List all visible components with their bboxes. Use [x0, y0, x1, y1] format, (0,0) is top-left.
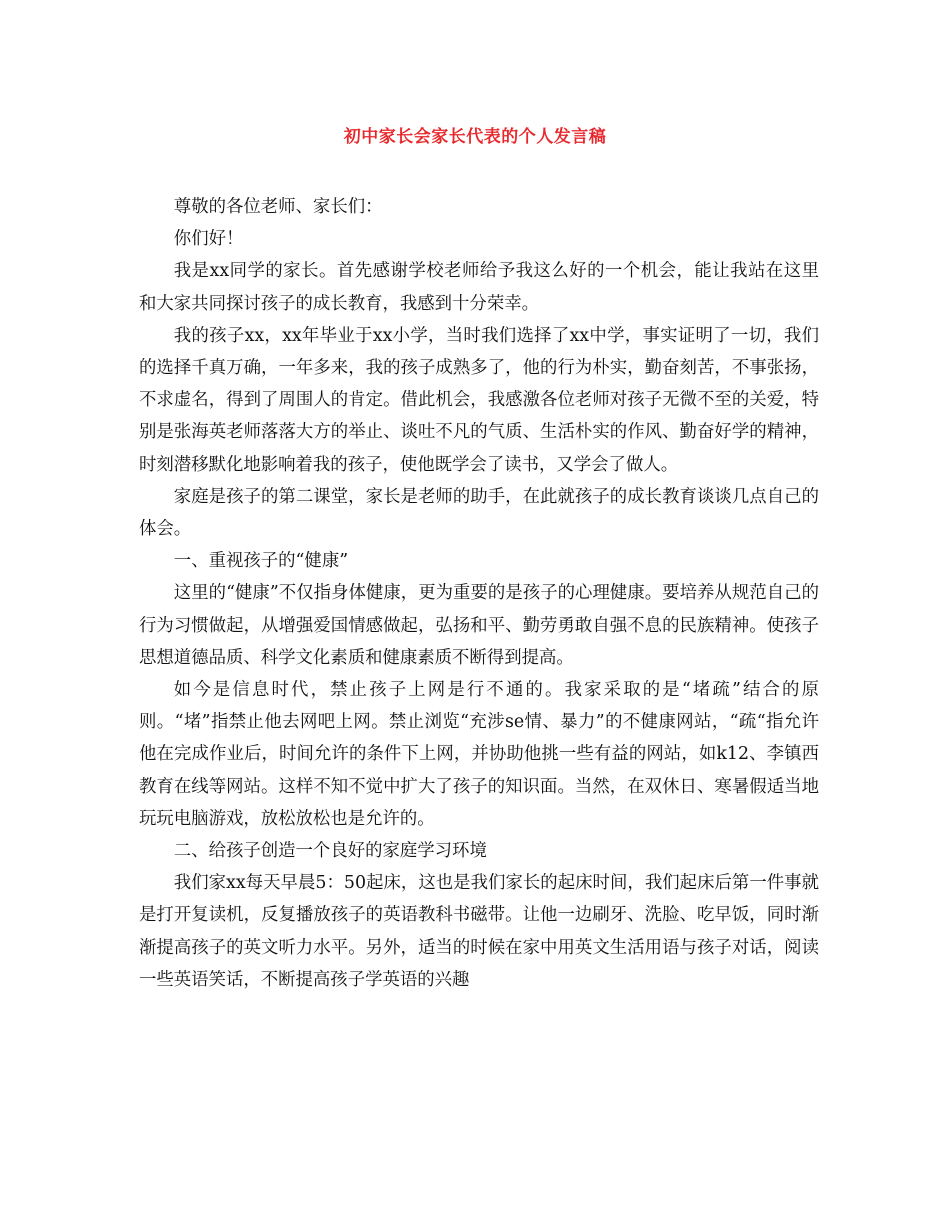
paragraph-introduction: 我是xx同学的家长。首先感谢学校老师给予我这么好的一个机会，能让我站在这里和大家共同探讨孩子的成长教育，我感到十分荣幸。 [139, 261, 819, 314]
paragraph-salutation: 尊敬的各位老师、家长们： [173, 197, 383, 217]
paragraph-family-classroom: 家庭是孩子的第二课堂，家长是老师的助手，在此就孩子的成长教育谈谈几点自己的体会。 [139, 486, 819, 540]
paragraph-health: 这里的“健康”不仅指身体健康，更为重要的是孩子的心理健康。要培养从规范自己的行为习惯做起，从增强爱国情感做起，弘扬和平、勤劳勇敢自强不息的民族精神。使孩子思想道德品质、科学文化素质和健康素质不断得到提高。 [139, 583, 819, 668]
document-body [139, 191, 819, 996]
paragraph-internet: 如今是信息时代，禁止孩子上网是行不通的。我家采取的是“堵疏”结合的原则。“堵”指禁止他去网吧上网。禁止浏览“充涉se情、暴力”的不健康网站，“疏“指允许他在完成作业后，时间允许的条件下上网，并协助他挑一些有益的网站，如k12、李镇西教育在线等网站。这样不知不觉中扩大了孩子的知识面。当然，在双休日、寒暑假适当地玩玩电脑游戏，放松放松也是允许的。 [139, 680, 819, 829]
section-heading-health: 一、重视孩子的“健康” [173, 551, 349, 572]
document-title: 初中家长会家长代表的个人发言稿 [343, 127, 607, 147]
paragraph-child-background: 我的孩子xx，xx年毕业于xx小学，当时我们选择了xx中学，事实证明了一切，我们的选择千真万确，一年多来，我的孩子成熟多了，他的行为朴实，勤奋刻苦，不事张扬，不求虚名，得到了周围人的肯定。借此机会，我感激各位老师对孩子无微不至的关爱，特别是张海英老师落落大方的举止、谈吐不凡的气质、生活朴实的作风、勤奋好学的精神，时刻潜移默化地影响着我的孩子，使他既学会了读书，又学会了做人。 [139, 325, 819, 475]
paragraph-greeting: 你们好！ [173, 229, 244, 250]
paragraph-morning-routine: 我们家xx每天早晨5：50起床，这也是我们家长的起床时间，我们起床后第一件事就是打开复读机，反复播放孩子的英语教科书磁带。让他一边刷牙、洗脸、吃早饭，同时渐渐提高孩子的英文听力水平。另外，适当的时候在家中用英文生活用语与孩子对话，阅读一些英语笑话，不断提高孩子学英语的兴趣 [139, 873, 819, 990]
section-heading-environment: 二、给孩子创造一个良好的家庭学习环境 [173, 841, 487, 862]
